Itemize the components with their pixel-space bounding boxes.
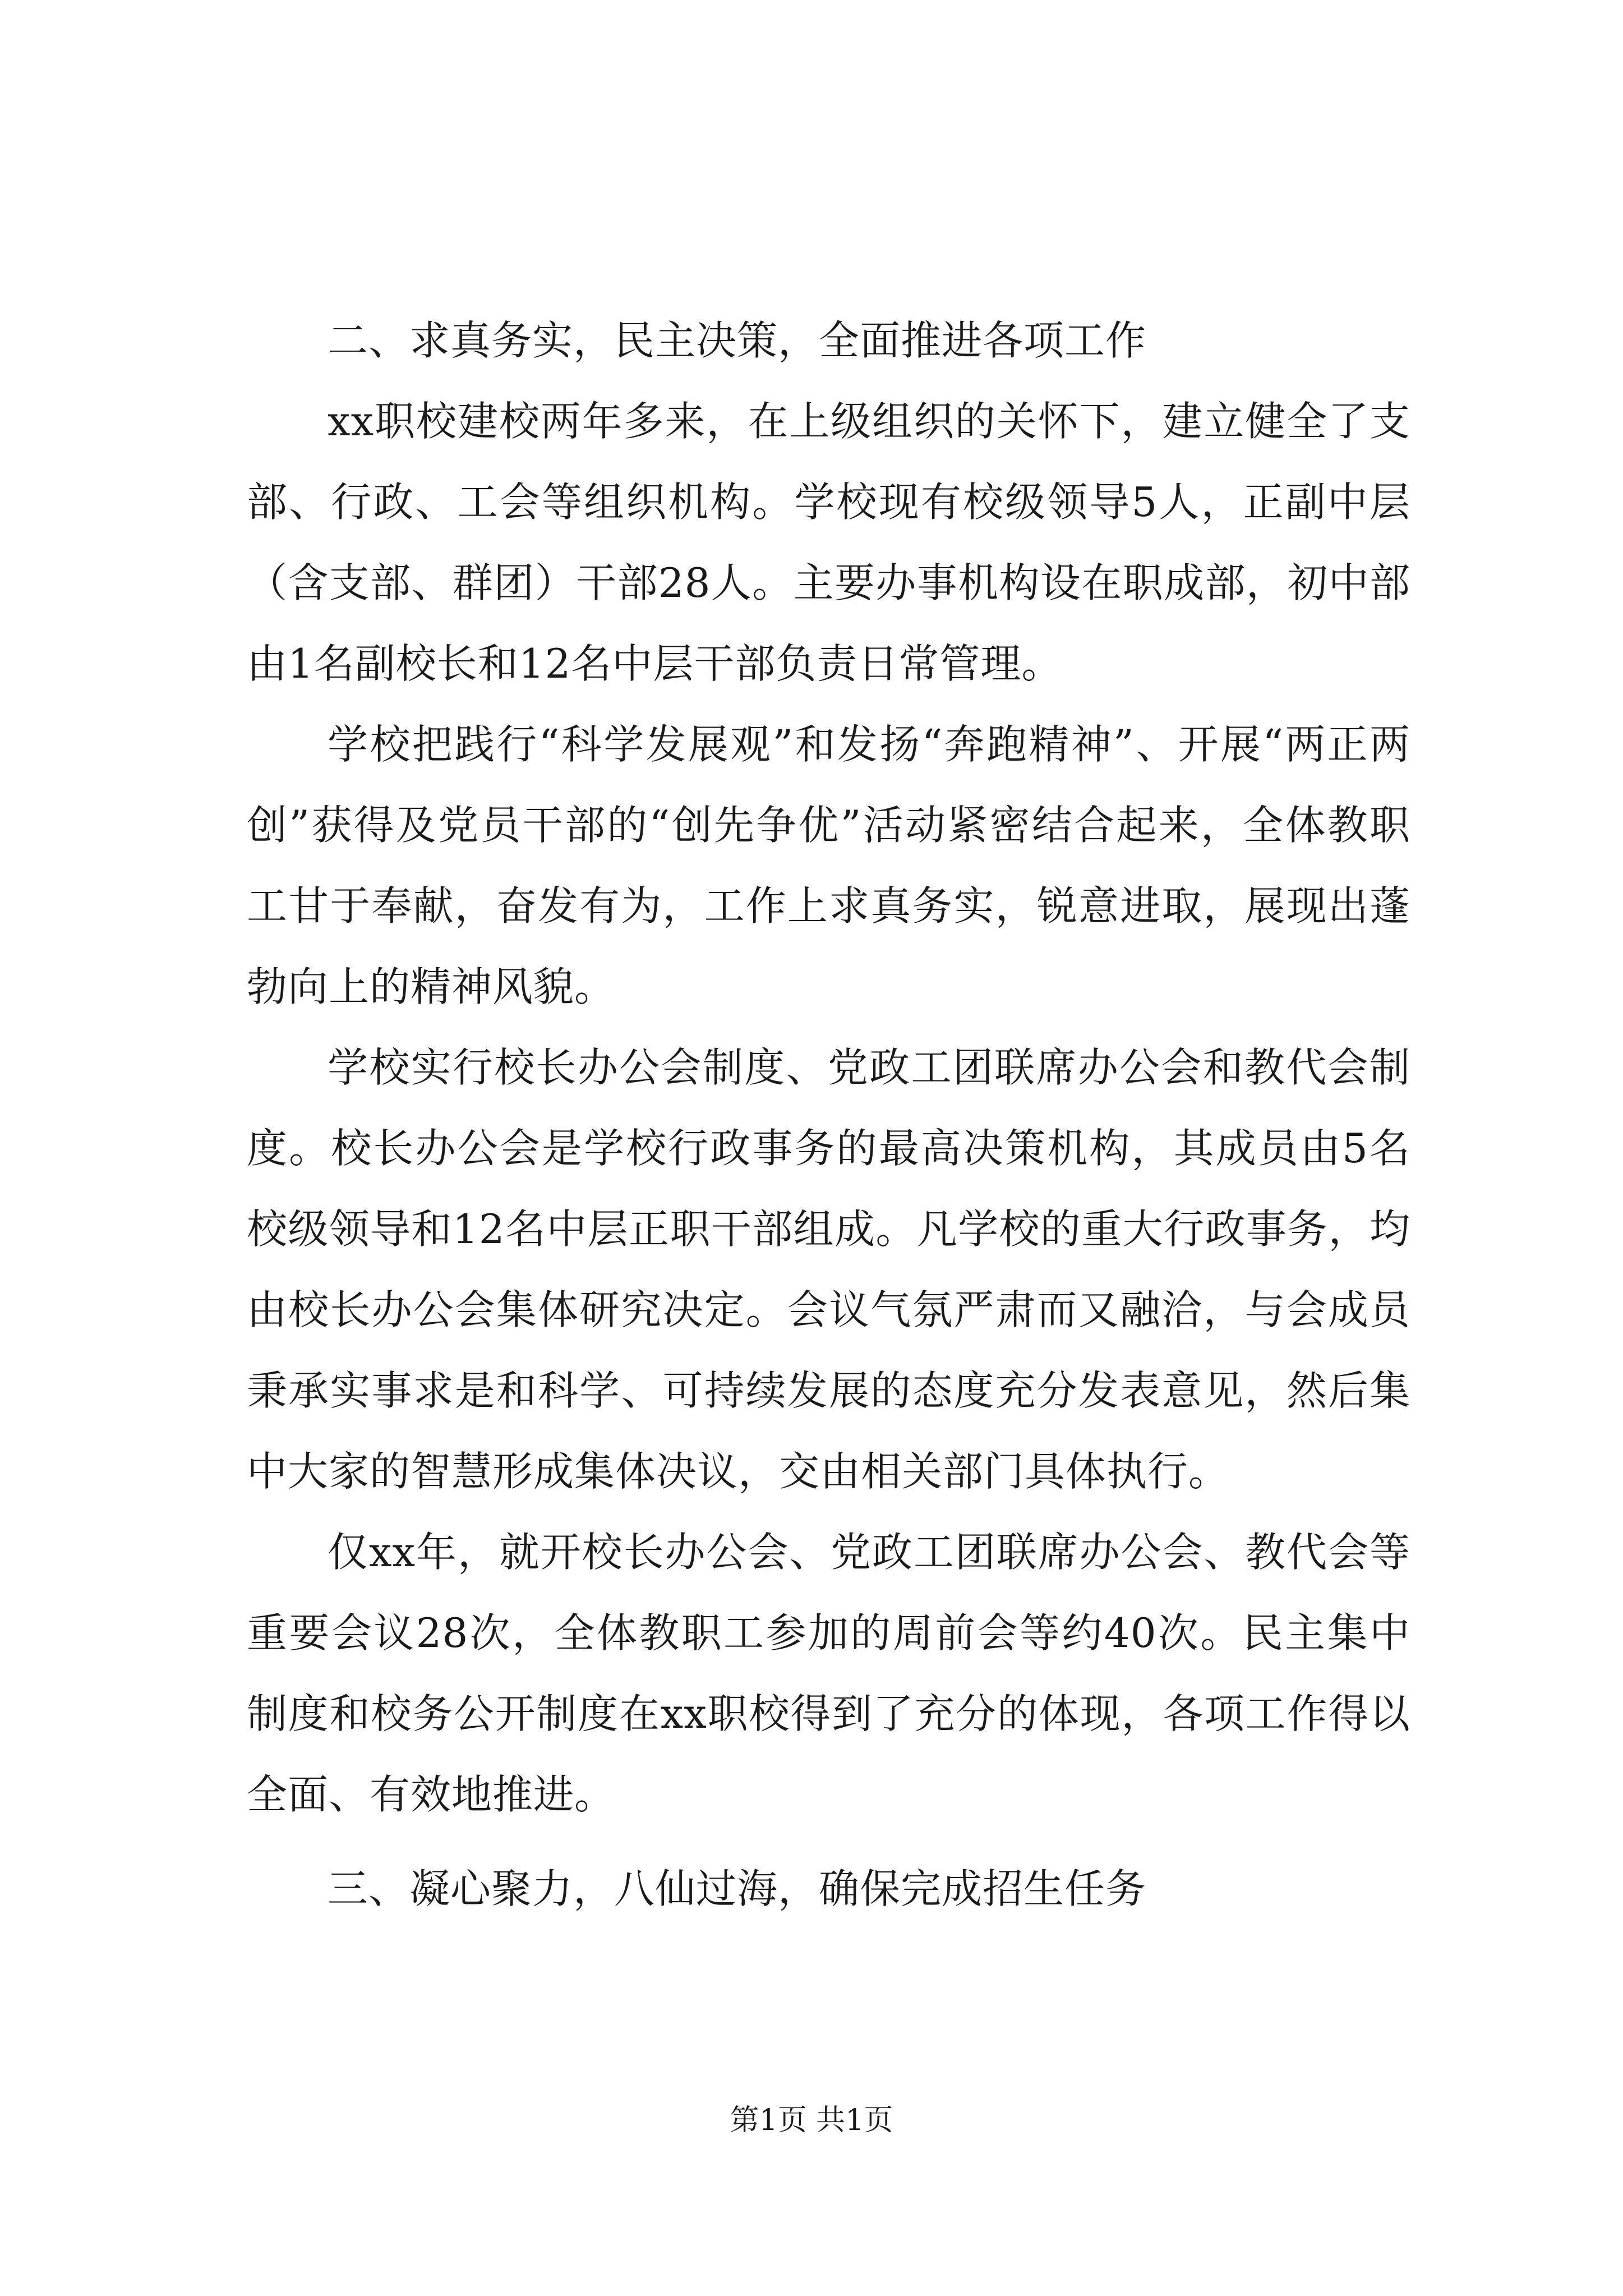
paragraph-spirit: 学校把践行“科学发展观”和发扬“奔跑精神”、开展“两正两创”获得及党员干部的“创先争优”活动紧密结合起来，全体教职工甘于奉献，奋发有为，工作上求真务实，锐意进取，展现出蓬勃向上的精神风貌。 <box>247 721 1410 1010</box>
section-heading-3: 三、凝心聚力，八仙过海，确保完成招生任务 <box>328 1865 1147 1912</box>
document-body <box>247 300 1410 1929</box>
paragraph-meeting-system: 学校实行校长办公会制度、党政工团联席办公会和教代会制度。校长办公会是学校行政事务的最高决策机构，其成员由5名校级领导和12名中层正职干部组成。凡学校的重大行政事务，均由校长办公会集体研究决定。会议气氛严肃而又融洽，与会成员秉承实事求是和科学、可持续发展的态度充分发表意见，然后集中大家的智慧形成集体决议，交由相关部门具体执行。 <box>247 1044 1410 1495</box>
paragraph-organization: xx职校建校两年多来，在上级组织的关怀下，建立健全了支部、行政、工会等组织机构。学校现有校级领导5人，正副中层（含支部、群团）干部28人。主要办事机构设在职成部，初中部由1名副校长和12名中层干部负责日常管理。 <box>247 398 1410 687</box>
paragraph-meeting-count: 仅xx年，就开校长办公会、党政工团联席办公会、教代会等重要会议28次，全体教职工参加的周前会等约40次。民主集中制度和校务公开制度在xx职校得到了充分的体现，各项工作得以全面、有效地推进。 <box>247 1529 1410 1818</box>
section-heading-2: 二、求真务实，民主决策，全面推进各项工作 <box>328 317 1147 364</box>
page-footer: 第1页 共1页 <box>730 2104 893 2137</box>
